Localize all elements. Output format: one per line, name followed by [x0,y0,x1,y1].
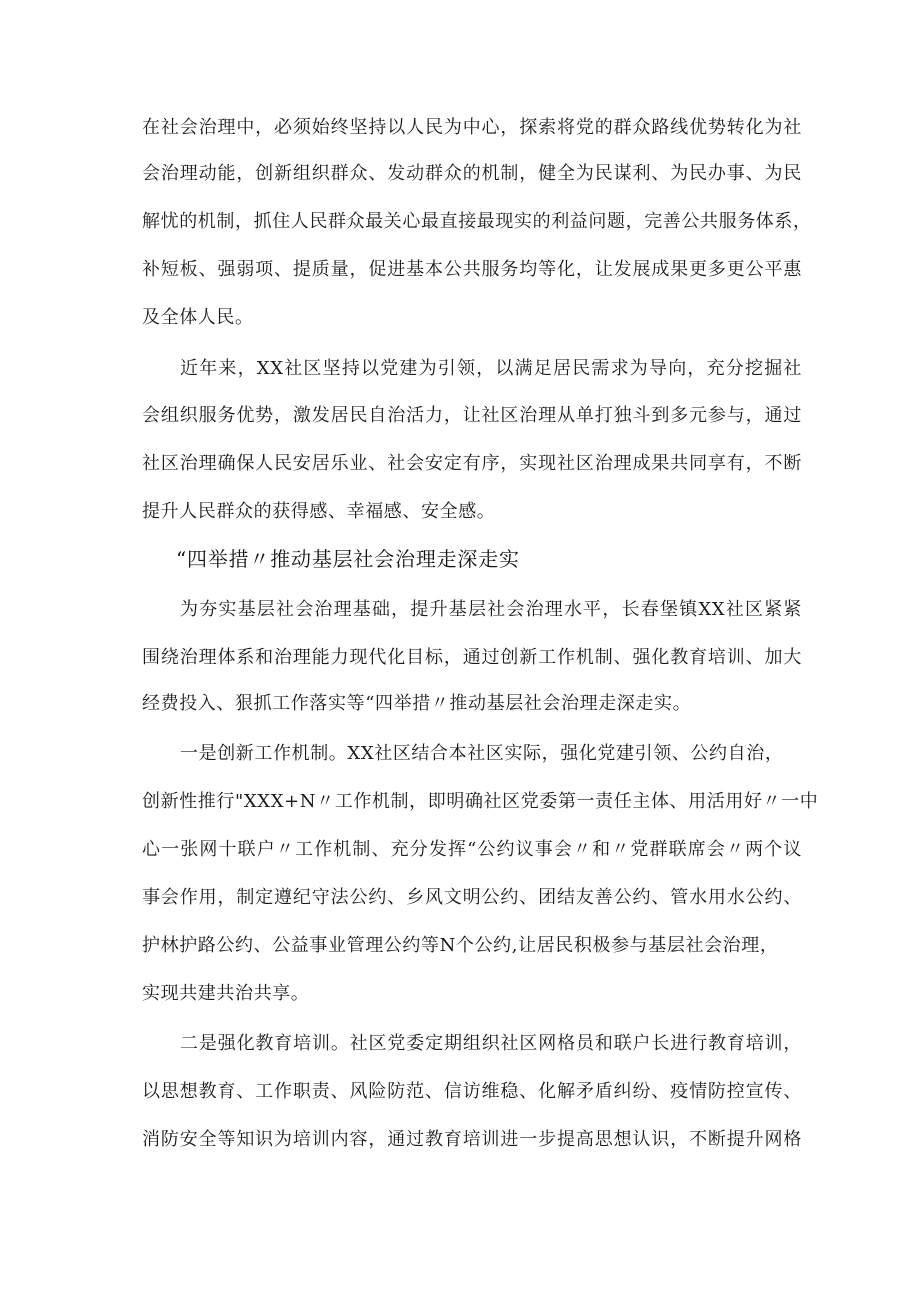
paragraph-2-line-1: 近年来，XX社区坚持以党建为引领，以满足居民需求为导向，充分挖掘社 [180,358,802,379]
paragraph-5-line-1: 二是强化教育培训。社区党委定期组织社区网格员和联户长进行教育培训， [180,1033,802,1054]
paragraph-4-line-2: 创新性推行"XXX+N〃工作机制，即明确社区党委第一责任主体、用活用好〃一中 [142,791,819,812]
paragraph-2-line-2: 会组织服务优势，激发居民自治活力，让社区治理从单打独斗到多元参与，通过 [142,405,802,426]
paragraph-4-line-3: 心一张网十联户〃工作机制、充分发挥“公约议事会〃和〃党群联席会〃两个议 [142,839,802,860]
paragraph-4-line-1: 一是创新工作机制。XX社区结合本社区实际，强化党建引领、公约自治， [180,743,784,764]
paragraph-3-line-3: 经费投入、狠抓工作落实等“四举措〃推动基层社会治理走深走实。 [142,693,692,714]
paragraph-5-line-3: 消防安全等知识为培训内容，通过教育培训进一步提高思想认识，不断提升网格 [142,1129,802,1150]
paragraph-3-line-1: 为夯实基层社会治理基础，提升基层社会治理水平，长春堡镇XX社区紧紧 [180,599,802,620]
paragraph-2-line-4: 提升人民群众的获得感、幸福感、安全感。 [142,501,496,522]
paragraph-2-line-3: 社区治理确保人民安居乐业、社会安定有序，实现社区治理成果共同享有，不断 [142,453,802,474]
paragraph-4-line-6: 实现共建共治共享。 [142,983,310,1004]
paragraph-1-line-5: 及全体人民。 [142,307,254,328]
paragraph-4-line-4: 事会作用，制定遵纪守法公约、乡风文明公约、团结友善公约、管水用水公约、 [142,887,802,908]
paragraph-1-line-4: 补短板、强弱项、提质量，促进基本公共服务均等化，让发展成果更多更公平惠 [142,259,802,280]
paragraph-1-line-3: 解忧的机制，抓住人民群众最关心最直接最现实的利益问题，完善公共服务体系， [142,211,812,232]
section-heading: “四举措〃推动基层社会治理走深走实 [176,547,520,571]
paragraph-3-line-2: 围绕治理体系和治理能力现代化目标，通过创新工作机制、强化教育培训、加大 [142,647,802,668]
paragraph-4-line-5: 护林护路公约、公益事业管理公约等N个公约,让居民积极参与基层社会治理， [142,935,779,956]
paragraph-1-line-1: 在社会治理中，必须始终坚持以人民为中心，探索将党的群众路线优势转化为社 [142,117,802,138]
paragraph-5-line-2: 以思想教育、工作职责、风险防范、信访维稳、化解矛盾纠纷、疫情防控宣传、 [142,1081,802,1102]
paragraph-1-line-2: 会治理动能，创新组织群众、发动群众的机制，健全为民谋利、为民办事、为民 [142,163,802,184]
